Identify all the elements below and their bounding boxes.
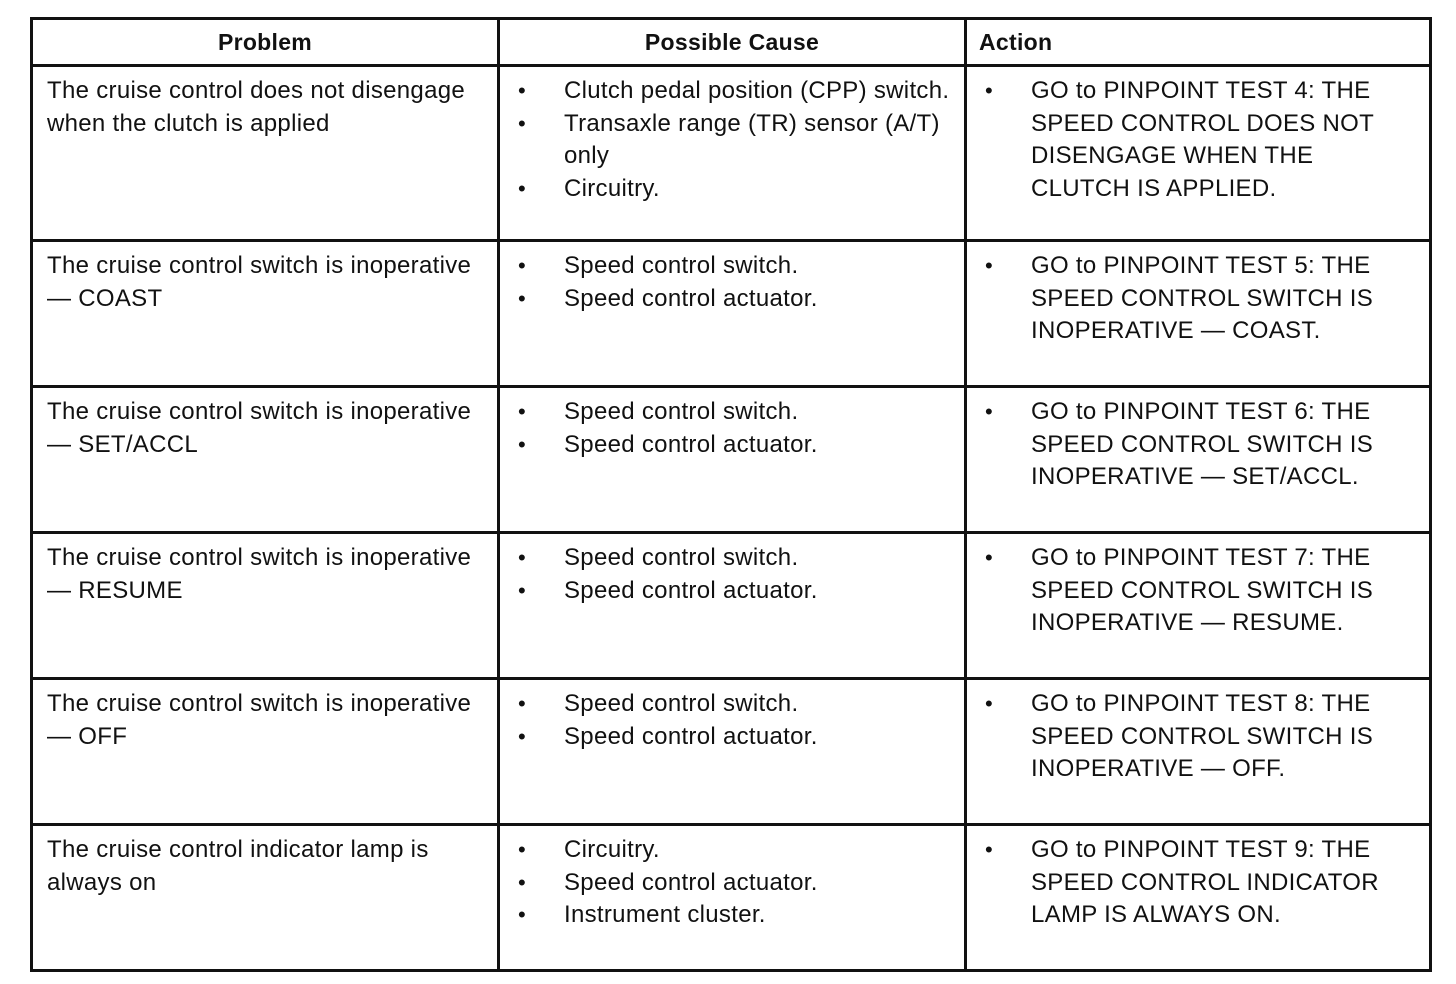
- cause-cell: [499, 241, 966, 387]
- action-list: [981, 250, 1417, 348]
- list-item: • Speed control actuator.: [514, 283, 952, 316]
- list-item: • Speed control actuator.: [514, 721, 952, 754]
- list-item: • Speed control actuator.: [514, 429, 952, 462]
- action-cell: [966, 679, 1431, 825]
- header-action: Action: [966, 19, 1431, 66]
- problem-cell: The cruise control switch is inoperative — OFF: [32, 679, 499, 825]
- problem-cell: The cruise control does not disengage when the clutch is applied: [32, 66, 499, 241]
- cause-list: [514, 834, 952, 932]
- action-list: [981, 542, 1417, 640]
- problem-cell: The cruise control switch is inoperative — SET/ACCL: [32, 387, 499, 533]
- table-header-row: [32, 19, 1431, 66]
- cause-list: [514, 75, 952, 205]
- header-problem: Problem: [32, 19, 499, 66]
- action-cell: [966, 241, 1431, 387]
- list-item: • GO to PINPOINT TEST 5: THE SPEED CONTROL SWITCH IS INOPERATIVE — COAST.: [981, 250, 1417, 348]
- cause-cell: [499, 533, 966, 679]
- list-item: • Clutch pedal position (CPP) switch.: [514, 75, 952, 108]
- problem-cell: The cruise control switch is inoperative — RESUME: [32, 533, 499, 679]
- action-list: [981, 396, 1417, 494]
- action-cell: [966, 533, 1431, 679]
- table-row: [32, 533, 1431, 679]
- table-row: [32, 825, 1431, 971]
- cause-list: [514, 396, 952, 461]
- table-row: [32, 241, 1431, 387]
- list-item: • GO to PINPOINT TEST 8: THE SPEED CONTROL SWITCH IS INOPERATIVE — OFF.: [981, 688, 1417, 786]
- cause-list: [514, 250, 952, 315]
- list-item: • Speed control actuator.: [514, 575, 952, 608]
- cause-cell: [499, 387, 966, 533]
- cause-list: [514, 688, 952, 753]
- list-item: • Instrument cluster.: [514, 899, 952, 932]
- list-item: • GO to PINPOINT TEST 4: THE SPEED CONTROL DOES NOT DISENGAGE WHEN THE CLUTCH IS APPLIED.: [981, 75, 1417, 205]
- action-cell: [966, 825, 1431, 971]
- header-possible-cause: Possible Cause: [499, 19, 966, 66]
- table-row: [32, 66, 1431, 241]
- list-item: • GO to PINPOINT TEST 7: THE SPEED CONTROL SWITCH IS INOPERATIVE — RESUME.: [981, 542, 1417, 640]
- list-item: • Transaxle range (TR) sensor (A/T) only: [514, 108, 952, 173]
- list-item: • Speed control switch.: [514, 688, 952, 721]
- list-item: • Circuitry.: [514, 834, 952, 867]
- list-item: • Speed control actuator.: [514, 867, 952, 900]
- problem-cell: The cruise control switch is inoperative — COAST: [32, 241, 499, 387]
- cause-cell: [499, 825, 966, 971]
- problem-cell: The cruise control indicator lamp is always on: [32, 825, 499, 971]
- cause-list: [514, 542, 952, 607]
- action-cell: [966, 66, 1431, 241]
- diagnosis-table: [30, 17, 1432, 972]
- action-cell: [966, 387, 1431, 533]
- list-item: • Speed control switch.: [514, 396, 952, 429]
- cause-cell: [499, 679, 966, 825]
- cause-cell: [499, 66, 966, 241]
- list-item: • Speed control switch.: [514, 542, 952, 575]
- table-row: [32, 679, 1431, 825]
- action-list: [981, 75, 1417, 205]
- action-list: [981, 688, 1417, 786]
- list-item: • GO to PINPOINT TEST 6: THE SPEED CONTROL SWITCH IS INOPERATIVE — SET/ACCL.: [981, 396, 1417, 494]
- list-item: • GO to PINPOINT TEST 9: THE SPEED CONTROL INDICATOR LAMP IS ALWAYS ON.: [981, 834, 1417, 932]
- action-list: [981, 834, 1417, 932]
- list-item: • Speed control switch.: [514, 250, 952, 283]
- list-item: • Circuitry.: [514, 173, 952, 206]
- table-row: [32, 387, 1431, 533]
